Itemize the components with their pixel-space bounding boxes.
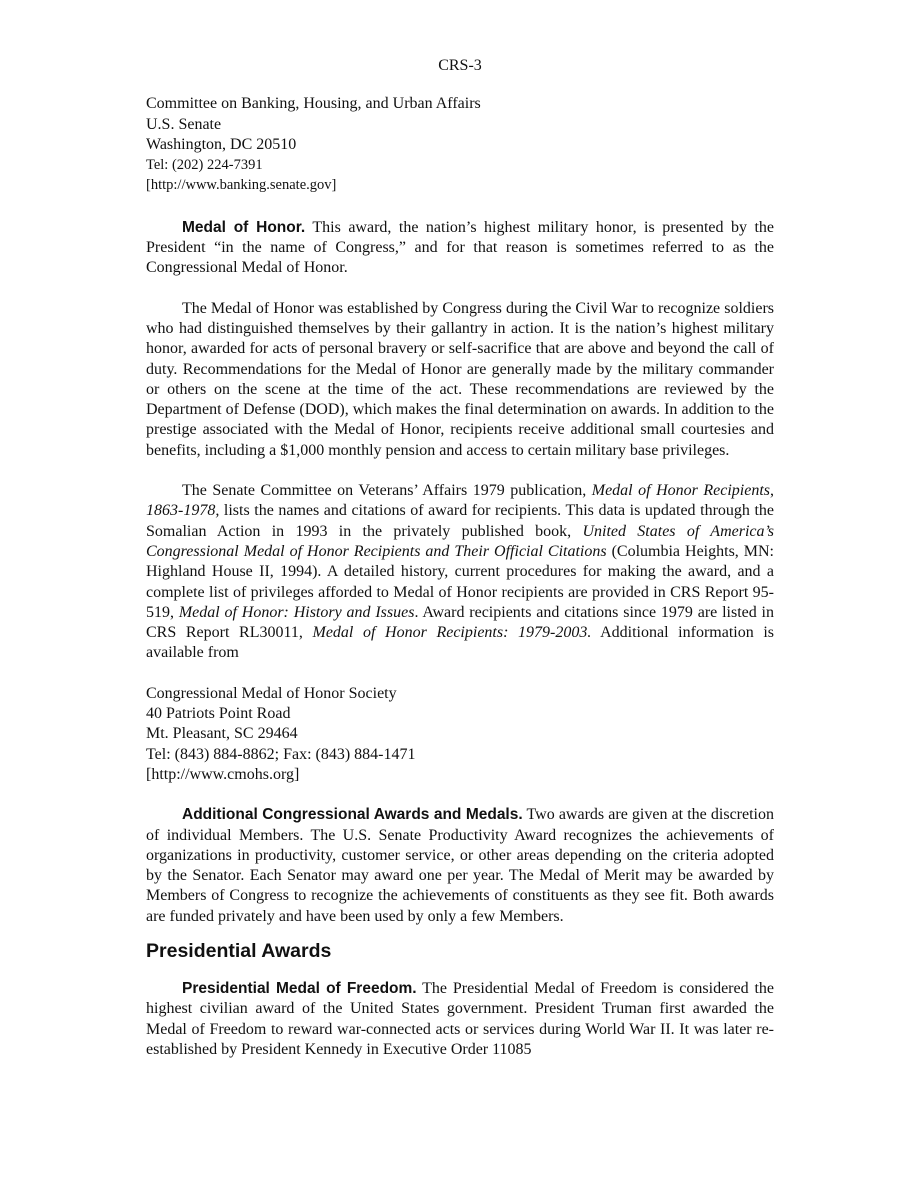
page-number: CRS-3 [438, 57, 482, 74]
cmohs-address [146, 684, 774, 785]
additional-awards-heading: Additional Congressional Awards and Medals. [182, 806, 523, 824]
publication-title: Medal of Honor: History and Issues [178, 603, 415, 621]
address-url: [http://www.cmohs.org] [146, 765, 300, 783]
address-line: U.S. Senate [146, 115, 222, 133]
medal-publications-paragraph [146, 481, 774, 664]
paragraph-text: The Presidential Medal of Freedom is considered the highest civilian award of the United States government. President Truman first awarded the Medal of Freedom to reward war-connected acts or services during World War II. It was later re-established by President Kennedy in Executive Order 11085 [146, 979, 774, 1058]
publication-title: Medal of Honor Recipients: 1979-2003. [312, 624, 592, 642]
document-page [146, 56, 774, 1060]
address-tel: Tel: (202) 224-7391 [146, 157, 263, 174]
text-run: (Columbia Heights, MN: Highland House II, 1994). A detailed history, current procedures for making the award, and a complete list of privileges afforded to Medal of Honor recipients are provided in CRS Report 95-519, [146, 542, 774, 621]
medal-of-freedom-heading: Presidential Medal of Freedom. [182, 979, 417, 997]
additional-awards-paragraph [146, 805, 774, 927]
publication-title: 1863-1978, [146, 502, 220, 520]
publication-title: Medal of Honor Recipients [591, 482, 770, 500]
address-line: Mt. Pleasant, SC 29464 [146, 725, 298, 743]
paragraph-text: Two awards are given at the discretion of individual Members. The U.S. Senate Productivity Award recognizes the achievements of organizations in productivity, customer service, or other areas depending on the criteria adopted by the Senator. Each Senator may award one per year. The Medal of Merit may be awarded by Members of Congress to recognize the achievements of constituents as they see fit. Both awards are funded privately and have been used by only a few Members. [146, 806, 774, 925]
text-run: Additional information is available from [146, 624, 774, 662]
paragraph-text: This award, the nation’s highest military honor, is presented by the President “in the name of Congress,” and for that reason is sometimes referred to as the Congressional Medal of Honor. [146, 218, 775, 277]
address-url: [http://www.banking.senate.gov] [146, 177, 337, 194]
address-line: 40 Patriots Point Road [146, 705, 291, 723]
medal-history-paragraph: The Medal of Honor was established by Congress during the Civil War to recognize soldiers who had distinguished themselves by their gallantry in action. It is the nation’s highest military honor, awarded for acts of personal bravery or self-sacrifice that are above and beyond the call of duty. Recommendations for the Medal of Honor are generally made by the military commander or others on the scene at the time of the act. These recommendations are reviewed by the Department of Defense (DOD), which makes the final determination on awards. In addition to the prestige associated with the Medal of Honor, recipients receive additional small courtesies and benefits, including a $1,000 monthly pension and access to certain military base privileges. [146, 299, 774, 459]
medal-of-honor-heading: Medal of Honor. [182, 218, 306, 236]
address-line: Committee on Banking, Housing, and Urban Affairs [146, 95, 481, 113]
medal-of-honor-paragraph [146, 218, 774, 279]
medal-of-freedom-paragraph [146, 979, 774, 1060]
banking-committee-address [146, 94, 774, 195]
address-line: Washington, DC 20510 [146, 135, 297, 153]
text-run: , [770, 482, 774, 500]
publication-title: United States of America’s Congressional Medal of Honor Recipients and Their Official Citations [146, 522, 774, 560]
address-tel: Tel: (843) 884-8862; Fax: (843) 884-1471 [146, 745, 416, 763]
address-line: Congressional Medal of Honor Society [146, 684, 397, 702]
presidential-awards-heading: Presidential Awards [146, 939, 332, 962]
text-run: . Award recipients and citations since 1979 are listed in CRS Report RL30011, [146, 603, 775, 642]
text-run: lists the names and citations of award for recipients. This data is updated through the Somalian Action in 1993 in the privately published book, [146, 502, 774, 540]
text-run: The Senate Committee on Veterans’ Affairs 1979 publication, [182, 482, 592, 500]
